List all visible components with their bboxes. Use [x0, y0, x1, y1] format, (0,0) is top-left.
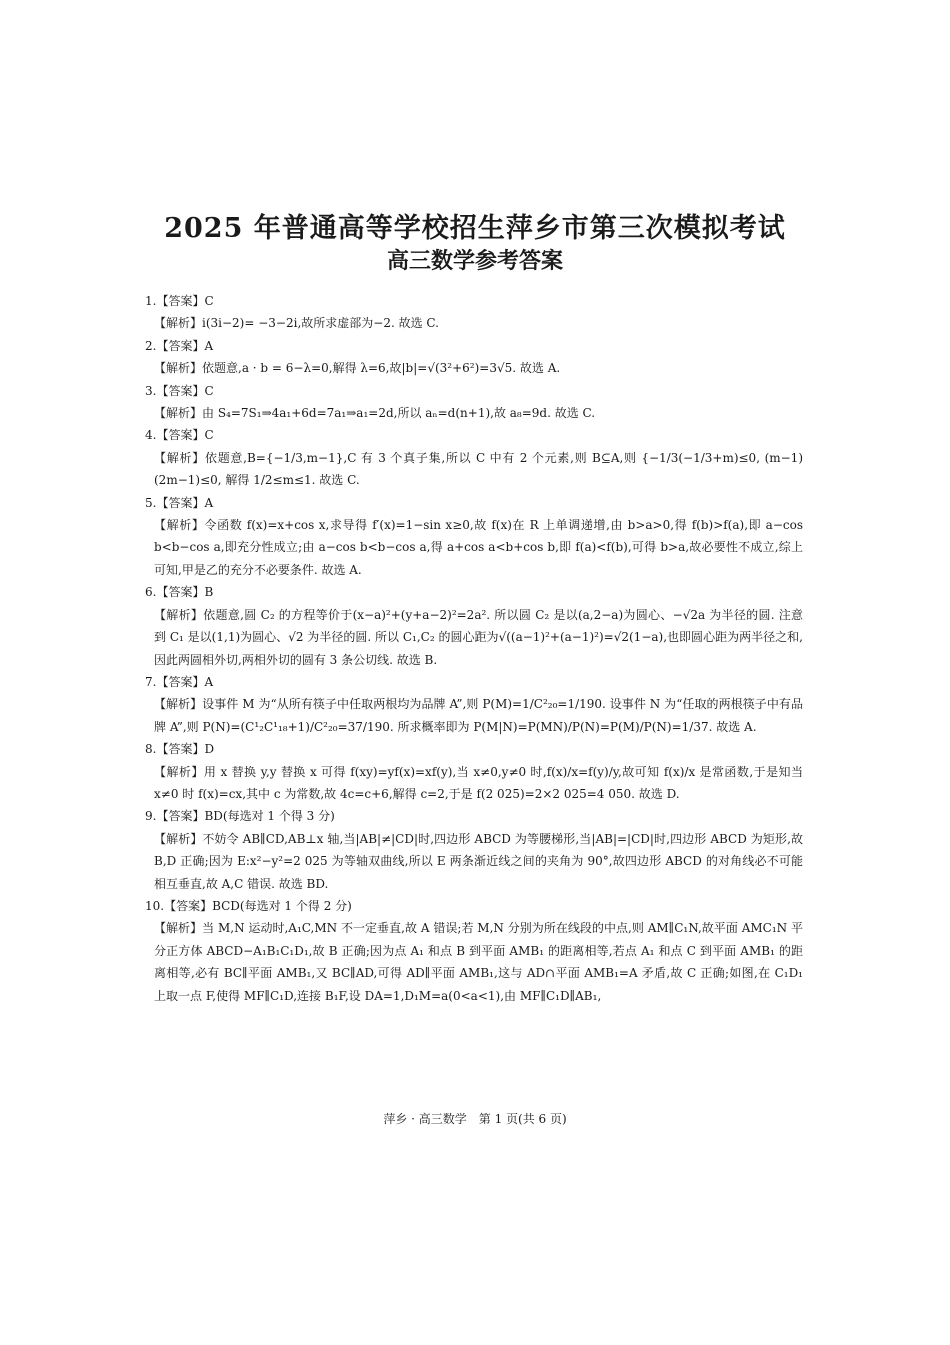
- question-7: [145, 671, 803, 738]
- question-explanation: 【解析】当 M,N 运动时,A₁C,MN 不一定垂直,故 A 错误;若 M,N 分别为所在线段的中点,则 AM∥C₁N,故平面 AMC₁N 平分正方体 ABCD−A₁B₁C₁D₁,故 B 正确;因为点 A₁ 和点 B 到平面 AMB₁ 的距离相等,若点 A₁ 和点 C 到平面 AMB₁ 的距离相等,必有 BC∥平面 AMB₁,又 BC∥AD,可得 AD∥平面 AMB₁,这与 AD∩平面 AMB₁=A 矛盾,故 C 正确;如图,在 C₁D₁ 上取一点 F,使得 MF∥C₁D,连接 B₁F,设 DA=1,D₁M=a(0<a<1),由 MF∥C₁D∥AB₁,: [154, 921, 803, 1003]
- question-answer: 2.【答案】A: [145, 338, 214, 353]
- question-2: [145, 335, 803, 380]
- question-explanation: 【解析】令函数 f(x)=x+cos x,求导得 f′(x)=1−sin x≥0,故 f(x)在 R 上单调递增,由 b>a>0,得 f(b)>f(a),即 a−cos b<b−cos a,即充分性成立;由 a−cos b<b−cos a,得 a+cos a<b+cos b,即 f(a)<f(b),可得 b>a,故必要性不成立,综上可知,甲是乙的充分不必要条件. 故选 A.: [154, 518, 803, 577]
- question-explanation: 【解析】依题意,a · b = 6−λ=0,解得 λ=6,故|b|=√(3²+6²)=3√5. 故选 A.: [154, 361, 561, 376]
- question-explanation: 【解析】用 x 替换 y,y 替换 x 可得 f(xy)=yf(x)=xf(y),当 x≠0,y≠0 时,f(x)/x=f(y)/y,故可知 f(x)/x 是常函数,于是知当 x≠0 时 f(x)=cx,其中 c 为常数,故 4c=c+6,解得 c=2,于是 f(2 025)=2×2 025=4 050. 故选 D.: [154, 764, 803, 801]
- question-explanation: 【解析】不妨令 AB∥CD,AB⊥x 轴,当|AB|≠|CD|时,四边形 ABCD 为等腰梯形,当|AB|=|CD|时,四边形 ABCD 为矩形,故 B,D 正确;因为 E:x²−y²=2 025 为等轴双曲线,所以 E 两条渐近线之间的夹角为 90°,故四边形 ABCD 的对角线必不可能相互垂直,故 A,C 错误. 故选 BD.: [154, 831, 803, 891]
- answer-content: [145, 290, 803, 1007]
- question-4: [145, 424, 803, 491]
- question-answer: 5.【答案】A: [145, 495, 214, 510]
- question-answer: 4.【答案】C: [145, 428, 214, 443]
- question-1: [145, 290, 803, 335]
- question-answer: 10.【答案】BCD(每选对 1 个得 2 分): [145, 898, 352, 913]
- question-answer: 7.【答案】A: [145, 674, 214, 689]
- question-answer: 6.【答案】B: [145, 585, 214, 600]
- question-explanation: 【解析】设事件 M 为“从所有筷子中任取两根均为品牌 A”,则 P(M)=1/C²₂₀=1/190. 设事件 N 为“任取的两根筷子中有品牌 A”,则 P(N)=(C¹₂C¹₁₈+1)/C²₂₀=37/190. 所求概率即为 P(M|N)=P(MN)/P(N)=P(M)/P(N)=1/37. 故选 A.: [154, 697, 803, 734]
- question-6: [145, 581, 803, 671]
- question-answer: 3.【答案】C: [145, 383, 214, 398]
- page-subtitle: 高三数学参考答案: [386, 248, 563, 274]
- question-3: [145, 380, 803, 425]
- question-answer: 8.【答案】D: [145, 742, 215, 757]
- question-8: [145, 738, 803, 805]
- page-title: 2025 年普通高等学校招生萍乡市第三次模拟考试: [164, 213, 786, 244]
- question-explanation: 【解析】由 S₄=7S₁⇒4a₁+6d=7a₁⇒a₁=2d,所以 aₙ=d(n+1),故 a₈=9d. 故选 C.: [154, 406, 596, 421]
- question-answer: 9.【答案】BD(每选对 1 个得 3 分): [145, 809, 335, 824]
- question-explanation: 【解析】依题意,圆 C₂ 的方程等价于(x−a)²+(y+a−2)²=2a². 所以圆 C₂ 是以(a,2−a)为圆心、−√2a 为半径的圆. 注意到 C₁ 是以(1,1)为圆心、√2 为半径的圆. 所以 C₁,C₂ 的圆心距为√((a−1)²+(a−1)²)=√2(1−a),也即圆心距为两半径之和,因此两圆相外切,两相外切的圆有 3 条公切线. 故选 B.: [154, 607, 803, 667]
- question-10: [145, 895, 803, 1007]
- question-5: [145, 492, 803, 582]
- question-explanation: 【解析】依题意,B={−1/3,m−1},C 有 3 个真子集,所以 C 中有 2 个元素,则 B⊆A,则 {−1/3(−1/3+m)≤0, (m−1)(2m−1)≤0, 解得 1/2≤m≤1. 故选 C.: [154, 450, 803, 488]
- question-9: [145, 805, 803, 895]
- page-footer: 萍乡 · 高三数学 第 1 页(共 6 页): [383, 1112, 567, 1126]
- question-answer: 1.【答案】C: [145, 294, 214, 308]
- question-explanation: 【解析】i(3i−2)= −3−2i,故所求虚部为−2. 故选 C.: [154, 316, 439, 331]
